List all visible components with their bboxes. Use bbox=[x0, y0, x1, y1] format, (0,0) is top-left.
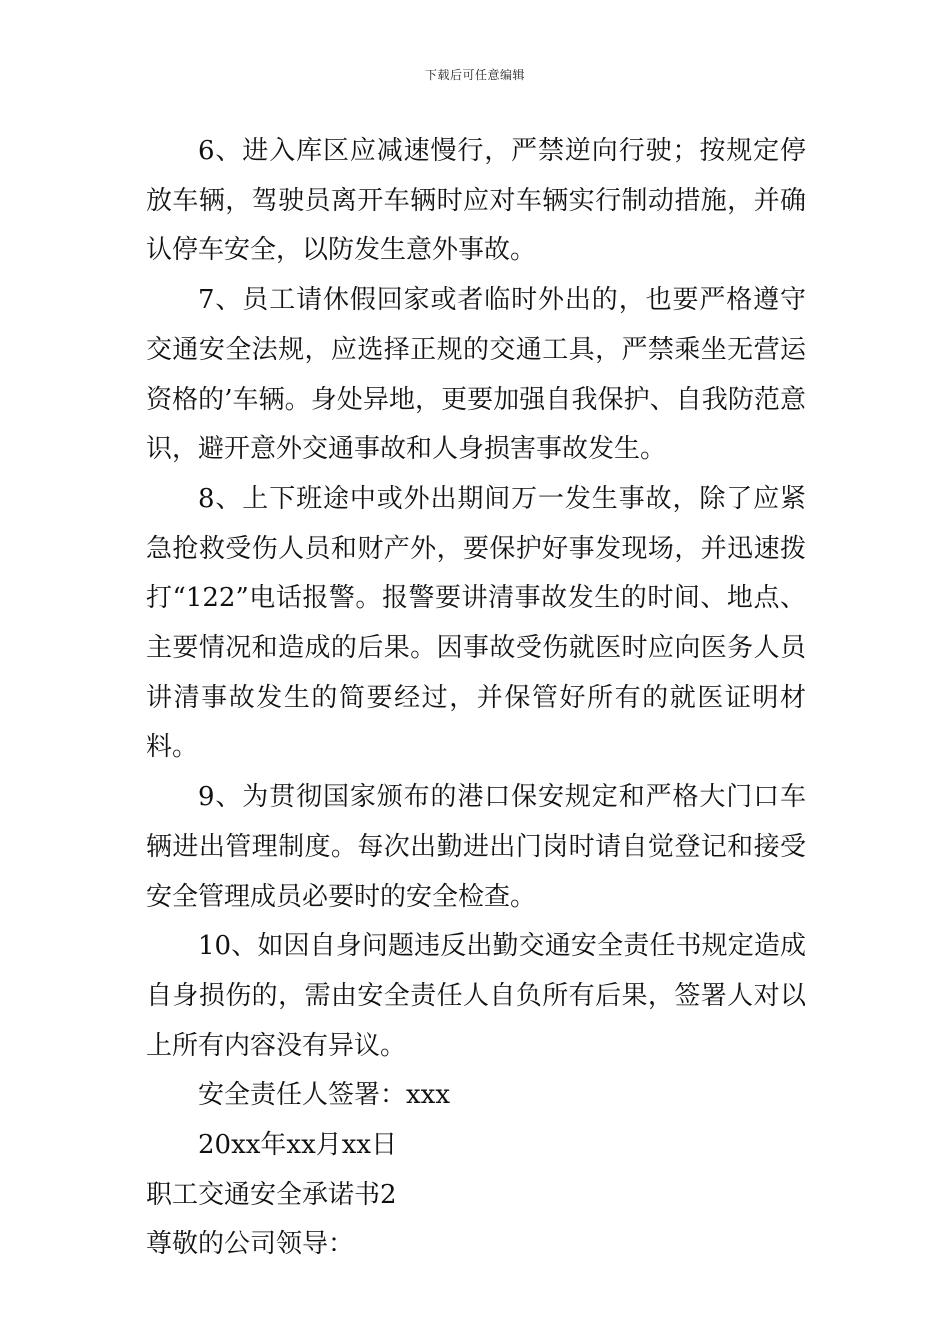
paragraph-8: 8、上下班途中或外出期间万一发生事故，除了应紧急抢救受伤人员和财产外，要保护好事发现场，并迅速拨打“122”电话报警。报警要讲清事故发生的时间、地点、主要情况和造成的后果。因事故受伤就医时应向医务人员讲清事故发生的简要经过，并保管好所有的就医证明材料。 bbox=[146, 483, 806, 763]
salutation: 尊敬的公司领导： bbox=[146, 1229, 355, 1260]
paragraph-10: 10、如因自身问题违反出勤交通安全责任书规定造成自身损伤的，需由安全责任人自负所有后果，签署人对以上所有内容没有异议。 bbox=[146, 931, 806, 1061]
page-header: 下载后可任意编辑 bbox=[424, 68, 525, 82]
date-line: 20xx年xx月xx日 bbox=[198, 1130, 398, 1161]
document-body bbox=[146, 127, 806, 1270]
paragraph-7: 7、员工请休假回家或者临时外出的，也要严格遵守交通安全法规，应选择正规的交通工具，严禁乘坐无营运资格的’车辆。身处异地，更要加强自我保护、自我防范意识，避开意外交通事故和人身损害事故发生。 bbox=[146, 285, 806, 465]
paragraph-9: 9、为贯彻国家颁布的港口保安规定和严格大门口车辆进出管理制度。每次出勤进出门岗时请自觉登记和接受安全管理成员必要时的安全检查。 bbox=[146, 782, 806, 912]
section-title: 职工交通安全承诺书2 bbox=[146, 1179, 397, 1210]
signature-line: 安全责任人签署：xxx bbox=[198, 1080, 450, 1111]
paragraph-6: 6、进入库区应减速慢行，严禁逆向行驶；按规定停放车辆，驾驶员离开车辆时应对车辆实行制动措施，并确认停车安全，以防发生意外事故。 bbox=[146, 136, 806, 266]
